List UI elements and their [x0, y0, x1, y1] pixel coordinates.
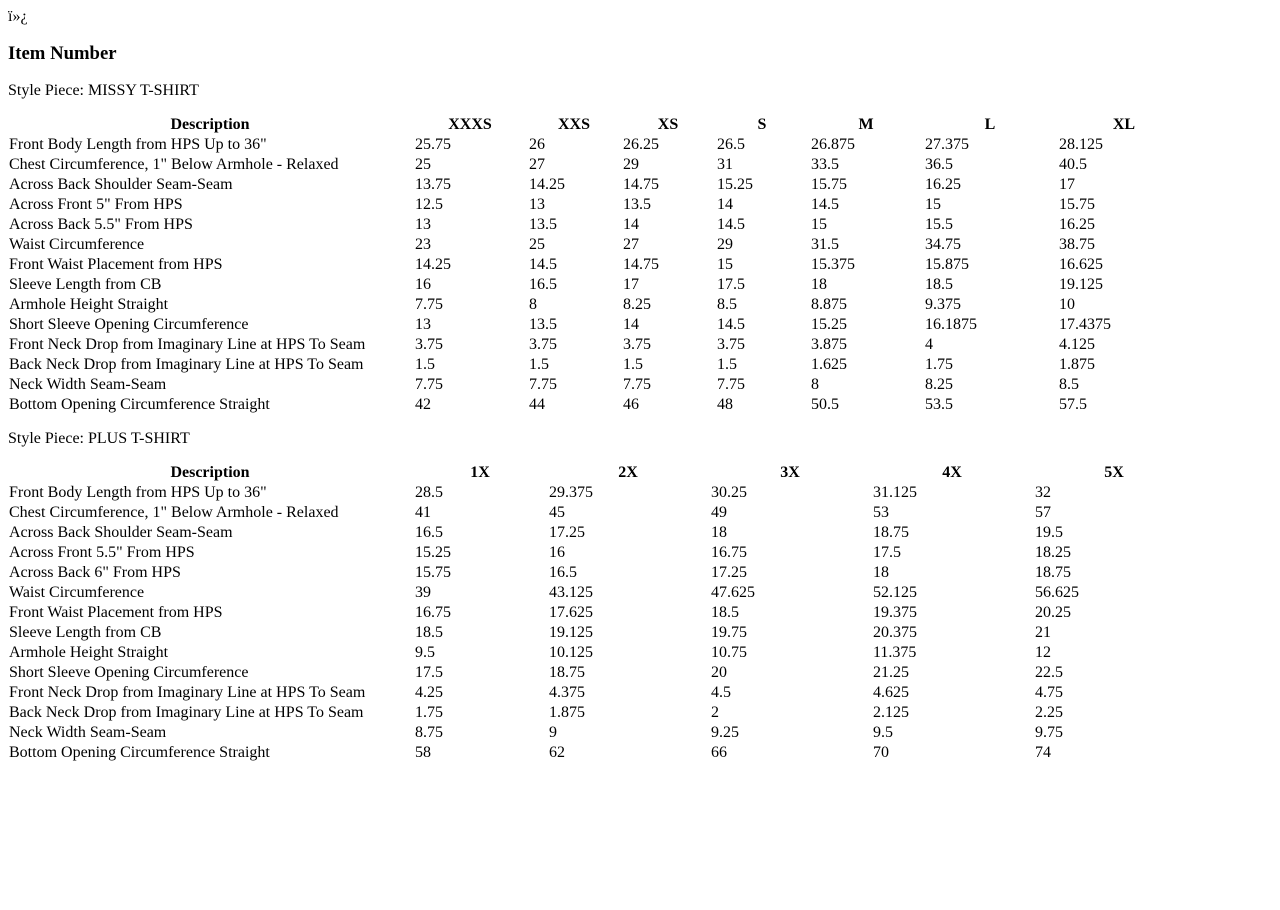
measurement-value: 8.75 — [415, 724, 443, 741]
measurement-value: 13 — [415, 216, 431, 233]
measurement-description: Front Neck Drop from Imaginary Line at HPS To Seam — [9, 684, 366, 701]
missy-table-row — [8, 216, 1190, 234]
measurement-value: 7.75 — [717, 376, 745, 393]
measurement-value: 18.75 — [1035, 564, 1071, 581]
measurement-value: 17 — [1059, 176, 1075, 193]
measurement-value: 14 — [623, 316, 639, 333]
measurement-value: 52.125 — [873, 584, 917, 601]
measurement-value: 4.25 — [415, 684, 443, 701]
measurement-value: 17 — [623, 276, 639, 293]
measurement-value: 16.5 — [415, 524, 443, 541]
measurement-description: Waist Circumference — [9, 236, 145, 253]
byte-order-mark-text: ï»¿ — [8, 8, 28, 25]
measurement-value: 16 — [415, 276, 431, 293]
missy-table-row — [8, 276, 1190, 294]
size-header-3x: 3X — [780, 464, 800, 481]
measurement-value: 45 — [549, 504, 565, 521]
measurement-value: 29 — [717, 236, 733, 253]
measurement-value: 28.5 — [415, 484, 443, 501]
measurement-value: 66 — [711, 744, 727, 761]
measurement-value: 53 — [873, 504, 889, 521]
measurement-description: Bottom Opening Circumference Straight — [9, 744, 270, 761]
measurement-value: 14.5 — [811, 196, 839, 213]
measurement-value: 14.75 — [623, 176, 659, 193]
measurement-value: 19.5 — [1035, 524, 1063, 541]
measurement-value: 4.75 — [1035, 684, 1063, 701]
size-header-m: M — [858, 116, 874, 133]
plus-table-row — [8, 584, 1194, 602]
measurement-value: 7.75 — [623, 376, 651, 393]
measurement-value: 48 — [717, 396, 733, 413]
measurement-description: Front Waist Placement from HPS — [9, 256, 223, 273]
measurement-value: 18.5 — [925, 276, 953, 293]
measurement-value: 1.875 — [549, 704, 585, 721]
size-header-xxs: XXS — [557, 116, 590, 133]
measurement-value: 7.75 — [529, 376, 557, 393]
measurement-value: 31.5 — [811, 236, 839, 253]
description-column-header: Description — [170, 116, 250, 133]
measurement-value: 12.5 — [415, 196, 443, 213]
measurement-value: 19.375 — [873, 604, 917, 621]
measurement-description: Neck Width Seam-Seam — [9, 376, 167, 393]
measurement-description: Across Front 5.5" From HPS — [9, 544, 195, 561]
missy-header-row — [8, 116, 1190, 134]
measurement-value: 1.5 — [623, 356, 643, 373]
measurement-value: 17.5 — [415, 664, 443, 681]
measurement-value: 18.5 — [711, 604, 739, 621]
measurement-value: 43.125 — [549, 584, 593, 601]
measurement-description: Chest Circumference, 1" Below Armhole - Relaxed — [9, 504, 339, 521]
measurement-value: 13 — [529, 196, 545, 213]
missy-size-table — [6, 114, 1192, 416]
measurement-description: Front Body Length from HPS Up to 36" — [9, 136, 267, 153]
measurement-value: 16.1875 — [925, 316, 977, 333]
measurement-value: 27.375 — [925, 136, 969, 153]
measurement-value: 15.25 — [717, 176, 753, 193]
missy-table-row — [8, 136, 1190, 154]
measurement-value: 56.625 — [1035, 584, 1079, 601]
measurement-value: 14.75 — [623, 256, 659, 273]
measurement-value: 8 — [811, 376, 819, 393]
measurement-description: Neck Width Seam-Seam — [9, 724, 167, 741]
measurement-value: 21.25 — [873, 664, 909, 681]
measurement-value: 16.5 — [549, 564, 577, 581]
measurement-value: 15.5 — [925, 216, 953, 233]
missy-table-row — [8, 196, 1190, 214]
measurement-value: 32 — [1035, 484, 1051, 501]
measurement-value: 26 — [529, 136, 545, 153]
measurement-description: Back Neck Drop from Imaginary Line at HPS To Seam — [9, 704, 364, 721]
measurement-value: 3.75 — [529, 336, 557, 353]
missy-table-row — [8, 176, 1190, 194]
measurement-value: 29 — [623, 156, 639, 173]
measurement-value: 4 — [925, 336, 933, 353]
measurement-value: 15.75 — [811, 176, 847, 193]
measurement-value: 15.25 — [415, 544, 451, 561]
measurement-description: Chest Circumference, 1" Below Armhole - Relaxed — [9, 156, 339, 173]
measurement-value: 9.375 — [925, 296, 961, 313]
measurement-description: Across Back Shoulder Seam-Seam — [9, 524, 233, 541]
measurement-value: 3.75 — [623, 336, 651, 353]
measurement-value: 8.5 — [717, 296, 737, 313]
measurement-value: 57.5 — [1059, 396, 1087, 413]
measurement-value: 8.25 — [925, 376, 953, 393]
size-header-l: L — [984, 116, 996, 133]
plus-table-row — [8, 484, 1194, 502]
measurement-value: 17.625 — [549, 604, 593, 621]
measurement-value: 18.75 — [549, 664, 585, 681]
plus-table-row — [8, 724, 1194, 742]
measurement-value: 15 — [811, 216, 827, 233]
measurement-value: 14.25 — [529, 176, 565, 193]
measurement-value: 16.625 — [1059, 256, 1103, 273]
measurement-value: 15 — [925, 196, 941, 213]
measurement-value: 9.5 — [873, 724, 893, 741]
measurement-description: Armhole Height Straight — [9, 644, 169, 661]
measurement-value: 8.875 — [811, 296, 847, 313]
measurement-value: 9 — [549, 724, 557, 741]
measurement-value: 17.25 — [711, 564, 747, 581]
measurement-value: 16.25 — [925, 176, 961, 193]
plus-table-body — [8, 484, 1194, 762]
size-header-2x: 2X — [618, 464, 638, 481]
missy-table-body — [8, 136, 1190, 414]
measurement-value: 13.5 — [623, 196, 651, 213]
measurement-value: 16.75 — [711, 544, 747, 561]
measurement-description: Across Back Shoulder Seam-Seam — [9, 176, 233, 193]
measurement-description: Across Back 6" From HPS — [9, 564, 181, 581]
measurement-value: 47.625 — [711, 584, 755, 601]
measurement-value: 30.25 — [711, 484, 747, 501]
measurement-value: 9.25 — [711, 724, 739, 741]
measurement-value: 39 — [415, 584, 431, 601]
measurement-value: 16.75 — [415, 604, 451, 621]
size-header-5x: 5X — [1104, 464, 1124, 481]
measurement-value: 46 — [623, 396, 639, 413]
measurement-value: 15 — [717, 256, 733, 273]
measurement-value: 8 — [529, 296, 537, 313]
measurement-value: 18.5 — [415, 624, 443, 641]
measurement-description: Front Neck Drop from Imaginary Line at HPS To Seam — [9, 336, 366, 353]
measurement-value: 53.5 — [925, 396, 953, 413]
measurement-value: 40.5 — [1059, 156, 1087, 173]
measurement-value: 13.5 — [529, 316, 557, 333]
measurement-value: 33.5 — [811, 156, 839, 173]
measurement-value: 1.75 — [415, 704, 443, 721]
measurement-value: 3.75 — [717, 336, 745, 353]
measurement-description: Front Waist Placement from HPS — [9, 604, 223, 621]
measurement-value: 15.25 — [811, 316, 847, 333]
measurement-value: 4.5 — [711, 684, 731, 701]
measurement-value: 20.375 — [873, 624, 917, 641]
measurement-value: 13.5 — [529, 216, 557, 233]
measurement-value: 16.5 — [529, 276, 557, 293]
measurement-value: 42 — [415, 396, 431, 413]
missy-style-label: Style Piece: MISSY T-SHIRT — [8, 82, 199, 99]
measurement-value: 20 — [711, 664, 727, 681]
measurement-description: Waist Circumference — [9, 584, 145, 601]
missy-table-row — [8, 356, 1190, 374]
measurement-value: 9.5 — [415, 644, 435, 661]
measurement-description: Back Neck Drop from Imaginary Line at HPS To Seam — [9, 356, 364, 373]
measurement-value: 1.5 — [415, 356, 435, 373]
measurement-value: 13 — [415, 316, 431, 333]
measurement-value: 31 — [717, 156, 733, 173]
measurement-description: Across Back 5.5" From HPS — [9, 216, 193, 233]
measurement-value: 3.875 — [811, 336, 847, 353]
measurement-value: 26.25 — [623, 136, 659, 153]
description-column-header: Description — [170, 464, 250, 481]
missy-table-row — [8, 376, 1190, 394]
measurement-description: Short Sleeve Opening Circumference — [9, 316, 249, 333]
measurement-value: 25 — [415, 156, 431, 173]
measurement-value: 50.5 — [811, 396, 839, 413]
measurement-value: 10.125 — [549, 644, 593, 661]
page-title: Item Number — [8, 43, 117, 64]
missy-table-row — [8, 396, 1190, 414]
measurement-value: 23 — [415, 236, 431, 253]
size-header-1x: 1X — [470, 464, 490, 481]
measurement-value: 2.25 — [1035, 704, 1063, 721]
measurement-value: 10 — [1059, 296, 1075, 313]
measurement-value: 2.125 — [873, 704, 909, 721]
measurement-value: 26.5 — [717, 136, 745, 153]
measurement-value: 17.5 — [717, 276, 745, 293]
measurement-value: 4.625 — [873, 684, 909, 701]
plus-table-row — [8, 604, 1194, 622]
measurement-description: Short Sleeve Opening Circumference — [9, 664, 249, 681]
measurement-value: 15.875 — [925, 256, 969, 273]
missy-table-row — [8, 156, 1190, 174]
measurement-description: Bottom Opening Circumference Straight — [9, 396, 270, 413]
measurement-value: 16 — [549, 544, 565, 561]
measurement-value: 19.125 — [1059, 276, 1103, 293]
measurement-value: 41 — [415, 504, 431, 521]
measurement-value: 8.5 — [1059, 376, 1079, 393]
measurement-value: 36.5 — [925, 156, 953, 173]
measurement-value: 26.875 — [811, 136, 855, 153]
measurement-value: 22.5 — [1035, 664, 1063, 681]
measurement-description: Armhole Height Straight — [9, 296, 169, 313]
measurement-value: 15.375 — [811, 256, 855, 273]
measurement-value: 14 — [717, 196, 733, 213]
measurement-value: 19.125 — [549, 624, 593, 641]
measurement-value: 18 — [811, 276, 827, 293]
plus-header-row — [8, 464, 1194, 482]
measurement-value: 27 — [529, 156, 545, 173]
measurement-value: 16.25 — [1059, 216, 1095, 233]
size-header-s: S — [757, 116, 767, 133]
plus-size-table — [6, 462, 1196, 764]
measurement-value: 29.375 — [549, 484, 593, 501]
measurement-value: 18 — [711, 524, 727, 541]
measurement-value: 27 — [623, 236, 639, 253]
measurement-value: 17.4375 — [1059, 316, 1111, 333]
plus-table-row — [8, 644, 1194, 662]
measurement-value: 2 — [711, 704, 719, 721]
measurement-value: 8.25 — [623, 296, 651, 313]
measurement-value: 7.75 — [415, 376, 443, 393]
measurement-value: 14.5 — [529, 256, 557, 273]
measurement-description: Front Body Length from HPS Up to 36" — [9, 484, 267, 501]
measurement-value: 44 — [529, 396, 545, 413]
measurement-value: 28.125 — [1059, 136, 1103, 153]
measurement-value: 25.75 — [415, 136, 451, 153]
measurement-value: 31.125 — [873, 484, 917, 501]
measurement-value: 15.75 — [415, 564, 451, 581]
measurement-value: 1.5 — [717, 356, 737, 373]
missy-table-row — [8, 236, 1190, 254]
measurement-value: 1.625 — [811, 356, 847, 373]
measurement-value: 4.375 — [549, 684, 585, 701]
measurement-value: 3.75 — [415, 336, 443, 353]
measurement-value: 9.75 — [1035, 724, 1063, 741]
missy-table-row — [8, 336, 1190, 354]
measurement-value: 18.25 — [1035, 544, 1071, 561]
measurement-value: 1.5 — [529, 356, 549, 373]
measurement-description: Sleeve Length from CB — [9, 276, 162, 293]
measurement-value: 21 — [1035, 624, 1051, 641]
measurement-description: Across Front 5" From HPS — [9, 196, 183, 213]
size-header-xxxs: XXXS — [448, 116, 492, 133]
measurement-value: 14.25 — [415, 256, 451, 273]
size-header-xs: XS — [657, 116, 679, 133]
measurement-value: 38.75 — [1059, 236, 1095, 253]
measurement-value: 1.875 — [1059, 356, 1095, 373]
measurement-value: 49 — [711, 504, 727, 521]
plus-table-row — [8, 544, 1194, 562]
size-header-4x: 4X — [942, 464, 962, 481]
plus-table-row — [8, 504, 1194, 522]
measurement-value: 14 — [623, 216, 639, 233]
measurement-value: 14.5 — [717, 316, 745, 333]
size-header-xl: XL — [1112, 116, 1136, 133]
measurement-value: 15.75 — [1059, 196, 1095, 213]
measurement-value: 74 — [1035, 744, 1051, 761]
measurement-value: 70 — [873, 744, 889, 761]
measurement-value: 18.75 — [873, 524, 909, 541]
plus-table-row — [8, 704, 1194, 722]
measurement-value: 4.125 — [1059, 336, 1095, 353]
measurement-value: 12 — [1035, 644, 1051, 661]
measurement-value: 34.75 — [925, 236, 961, 253]
measurement-value: 62 — [549, 744, 565, 761]
missy-table-row — [8, 316, 1190, 334]
measurement-value: 58 — [415, 744, 431, 761]
missy-table-row — [8, 256, 1190, 274]
missy-table-row — [8, 296, 1190, 314]
measurement-value: 14.5 — [717, 216, 745, 233]
measurement-value: 7.75 — [415, 296, 443, 313]
plus-table-row — [8, 684, 1194, 702]
measurement-value: 17.5 — [873, 544, 901, 561]
plus-table-row — [8, 664, 1194, 682]
measurement-value: 13.75 — [415, 176, 451, 193]
plus-table-row — [8, 564, 1194, 582]
measurement-value: 17.25 — [549, 524, 585, 541]
measurement-description: Sleeve Length from CB — [9, 624, 162, 641]
plus-table-row — [8, 524, 1194, 542]
measurement-value: 57 — [1035, 504, 1051, 521]
measurement-value: 18 — [873, 564, 889, 581]
measurement-value: 25 — [529, 236, 545, 253]
measurement-value: 10.75 — [711, 644, 747, 661]
measurement-value: 1.75 — [925, 356, 953, 373]
measurement-value: 19.75 — [711, 624, 747, 641]
plus-style-label: Style Piece: PLUS T-SHIRT — [8, 430, 190, 447]
plus-table-row — [8, 624, 1194, 642]
measurement-value: 11.375 — [873, 644, 917, 661]
plus-table-row — [8, 744, 1194, 762]
measurement-value: 20.25 — [1035, 604, 1071, 621]
